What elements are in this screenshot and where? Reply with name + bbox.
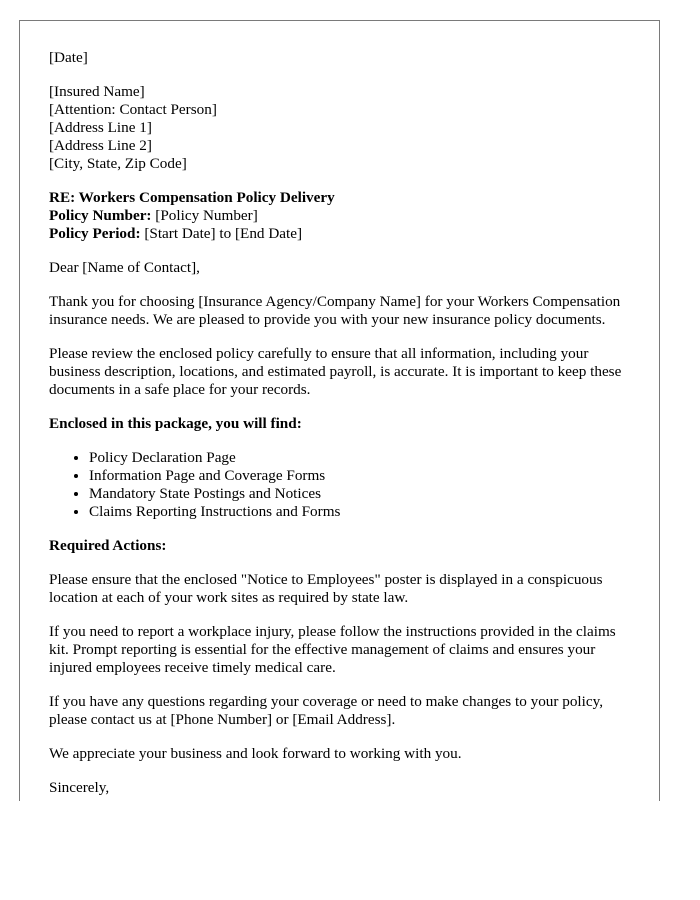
policy-number-label: Policy Number:	[49, 207, 152, 224]
list-item: • Claims Reporting Instructions and Forms	[89, 503, 639, 521]
letter-date: [Date]	[49, 49, 88, 66]
list-item: • Mandatory State Postings and Notices	[89, 485, 639, 503]
city-state-zip: [City, State, Zip Code]	[49, 155, 187, 172]
injury-paragraph: If you need to report a workplace injury, please follow the instructions provided in the claims kit. Prompt reporting is essential for the effective management of claims and ensures your injured employees receive timely medical care.	[49, 623, 616, 676]
enclosed-list	[49, 449, 639, 521]
letter-body	[49, 49, 639, 801]
address-line-2: [Address Line 2]	[49, 137, 152, 154]
closing: Sincerely,	[49, 779, 110, 796]
policy-period-line	[49, 225, 639, 243]
appreciation-paragraph: We appreciate your business and look forward to working with you.	[49, 745, 462, 762]
re-block	[49, 189, 639, 243]
intro-paragraph: Thank you for choosing [Insurance Agency/Company Name] for your Workers Compensation insurance needs. We are pleased to provide you with your new insurance policy documents.	[49, 293, 621, 328]
salutation: Dear [Name of Contact],	[49, 259, 200, 276]
poster-paragraph: Please ensure that the enclosed "Notice to Employees" poster is displayed in a conspicuous location at each of your work sites as required by state law.	[49, 571, 603, 606]
attention-line: [Attention: Contact Person]	[49, 101, 217, 118]
letter-page	[19, 20, 660, 801]
policy-number-line	[49, 207, 639, 225]
list-item: • Policy Declaration Page	[89, 449, 639, 467]
policy-period-label: Policy Period:	[49, 225, 141, 242]
recipient-address	[49, 83, 639, 173]
date-block	[49, 49, 639, 67]
enclosed-heading: Enclosed in this package, you will find:	[49, 415, 302, 432]
address-line-1: [Address Line 1]	[49, 119, 152, 136]
insured-name: [Insured Name]	[49, 83, 145, 100]
list-item: • Information Page and Coverage Forms	[89, 467, 639, 485]
questions-paragraph: If you have any questions regarding your coverage or need to make changes to your policy, please contact us at [Phone Number] or [Email Address].	[49, 693, 604, 728]
re-subject: RE: Workers Compensation Policy Delivery	[49, 189, 335, 206]
required-actions-heading: Required Actions:	[49, 537, 167, 554]
policy-period-value: [Start Date] to [End Date]	[140, 225, 303, 242]
policy-number-value: [Policy Number]	[151, 207, 258, 224]
review-paragraph: Please review the enclosed policy carefully to ensure that all information, including your business description, locations, and estimated payroll, is accurate. It is important to keep these documents in a safe place for your records.	[49, 345, 622, 398]
